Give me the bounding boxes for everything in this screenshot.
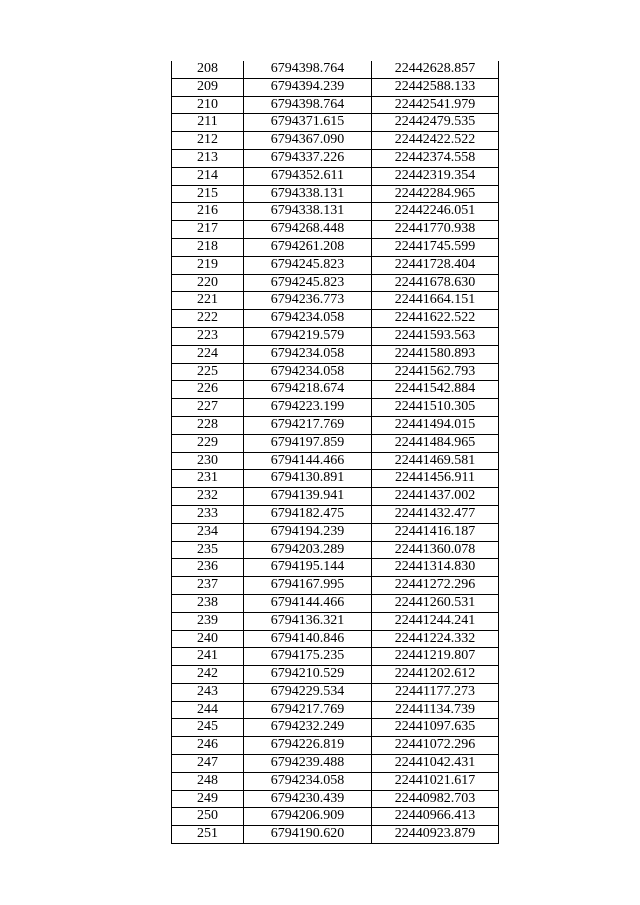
- table-row: [172, 470, 499, 488]
- y-coordinate-cell: 22441219.807: [372, 648, 499, 666]
- x-coordinate-cell: 6794229.534: [244, 683, 372, 701]
- table-row: [172, 541, 499, 559]
- y-coordinate-cell: 22441593.563: [372, 327, 499, 345]
- y-coordinate-cell: 22440923.879: [372, 826, 499, 844]
- x-coordinate-cell: 6794136.321: [244, 612, 372, 630]
- y-coordinate-cell: 22441770.938: [372, 221, 499, 239]
- y-coordinate-cell: 22441562.793: [372, 363, 499, 381]
- y-coordinate-cell: 22441580.893: [372, 345, 499, 363]
- table-row: [172, 399, 499, 417]
- x-coordinate-cell: 6794352.611: [244, 167, 372, 185]
- x-coordinate-cell: 6794226.819: [244, 737, 372, 755]
- y-coordinate-cell: 22441622.522: [372, 310, 499, 328]
- x-coordinate-cell: 6794139.941: [244, 488, 372, 506]
- y-coordinate-cell: 22441510.305: [372, 399, 499, 417]
- x-coordinate-cell: 6794234.058: [244, 345, 372, 363]
- point-number-cell: 215: [172, 185, 244, 203]
- point-number-cell: 219: [172, 256, 244, 274]
- x-coordinate-cell: 6794217.769: [244, 416, 372, 434]
- table-row: [172, 292, 499, 310]
- x-coordinate-cell: 6794261.208: [244, 238, 372, 256]
- table-row: [172, 559, 499, 577]
- y-coordinate-cell: 22441272.296: [372, 577, 499, 595]
- table-row: [172, 434, 499, 452]
- table-row: [172, 523, 499, 541]
- x-coordinate-cell: 6794210.529: [244, 666, 372, 684]
- point-number-cell: 210: [172, 96, 244, 114]
- x-coordinate-cell: 6794218.674: [244, 381, 372, 399]
- x-coordinate-cell: 6794232.249: [244, 719, 372, 737]
- y-coordinate-cell: 22442374.558: [372, 149, 499, 167]
- y-coordinate-cell: 22441494.015: [372, 416, 499, 434]
- point-number-cell: 242: [172, 666, 244, 684]
- table-row: [172, 167, 499, 185]
- point-number-cell: 227: [172, 399, 244, 417]
- y-coordinate-cell: 22441456.911: [372, 470, 499, 488]
- table-row: [172, 327, 499, 345]
- point-number-cell: 211: [172, 114, 244, 132]
- table-row: [172, 808, 499, 826]
- table-row: [172, 666, 499, 684]
- point-number-cell: 243: [172, 683, 244, 701]
- table-row: [172, 577, 499, 595]
- point-number-cell: 216: [172, 203, 244, 221]
- table-row: [172, 274, 499, 292]
- x-coordinate-cell: 6794338.131: [244, 203, 372, 221]
- y-coordinate-cell: 22441314.830: [372, 559, 499, 577]
- table-row: [172, 488, 499, 506]
- x-coordinate-cell: 6794337.226: [244, 149, 372, 167]
- x-coordinate-cell: 6794217.769: [244, 701, 372, 719]
- y-coordinate-cell: 22441021.617: [372, 772, 499, 790]
- point-number-cell: 214: [172, 167, 244, 185]
- point-number-cell: 237: [172, 577, 244, 595]
- table-row: [172, 416, 499, 434]
- y-coordinate-cell: 22440966.413: [372, 808, 499, 826]
- y-coordinate-cell: 22442319.354: [372, 167, 499, 185]
- y-coordinate-cell: 22442628.857: [372, 61, 499, 78]
- x-coordinate-cell: 6794268.448: [244, 221, 372, 239]
- table-row: [172, 648, 499, 666]
- table-row: [172, 452, 499, 470]
- point-number-cell: 248: [172, 772, 244, 790]
- y-coordinate-cell: 22441432.477: [372, 505, 499, 523]
- table-row: [172, 363, 499, 381]
- table-row: [172, 203, 499, 221]
- x-coordinate-cell: 6794398.764: [244, 96, 372, 114]
- table-row: [172, 381, 499, 399]
- y-coordinate-cell: 22441728.404: [372, 256, 499, 274]
- point-number-cell: 233: [172, 505, 244, 523]
- point-number-cell: 220: [172, 274, 244, 292]
- x-coordinate-cell: 6794236.773: [244, 292, 372, 310]
- coordinate-table: [171, 61, 499, 844]
- x-coordinate-cell: 6794367.090: [244, 132, 372, 150]
- y-coordinate-cell: 22441416.187: [372, 523, 499, 541]
- x-coordinate-cell: 6794206.909: [244, 808, 372, 826]
- x-coordinate-cell: 6794130.891: [244, 470, 372, 488]
- point-number-cell: 249: [172, 790, 244, 808]
- point-number-cell: 225: [172, 363, 244, 381]
- x-coordinate-cell: 6794144.466: [244, 594, 372, 612]
- point-number-cell: 231: [172, 470, 244, 488]
- y-coordinate-cell: 22441244.241: [372, 612, 499, 630]
- x-coordinate-cell: 6794245.823: [244, 274, 372, 292]
- point-number-cell: 232: [172, 488, 244, 506]
- table-row: [172, 345, 499, 363]
- y-coordinate-cell: 22441437.002: [372, 488, 499, 506]
- x-coordinate-cell: 6794197.859: [244, 434, 372, 452]
- y-coordinate-cell: 22441745.599: [372, 238, 499, 256]
- point-number-cell: 235: [172, 541, 244, 559]
- x-coordinate-cell: 6794230.439: [244, 790, 372, 808]
- table-row: [172, 790, 499, 808]
- point-number-cell: 209: [172, 78, 244, 96]
- table-row: [172, 755, 499, 773]
- table-row: [172, 256, 499, 274]
- y-coordinate-cell: 22440982.703: [372, 790, 499, 808]
- table-row: [172, 630, 499, 648]
- point-number-cell: 240: [172, 630, 244, 648]
- x-coordinate-cell: 6794203.289: [244, 541, 372, 559]
- point-number-cell: 234: [172, 523, 244, 541]
- y-coordinate-cell: 22441484.965: [372, 434, 499, 452]
- point-number-cell: 245: [172, 719, 244, 737]
- point-number-cell: 247: [172, 755, 244, 773]
- table-row: [172, 61, 499, 78]
- y-coordinate-cell: 22442479.535: [372, 114, 499, 132]
- x-coordinate-cell: 6794234.058: [244, 310, 372, 328]
- x-coordinate-cell: 6794234.058: [244, 363, 372, 381]
- table-row: [172, 132, 499, 150]
- point-number-cell: 251: [172, 826, 244, 844]
- point-number-cell: 228: [172, 416, 244, 434]
- table-row: [172, 238, 499, 256]
- table-row: [172, 310, 499, 328]
- point-number-cell: 244: [172, 701, 244, 719]
- table-row: [172, 701, 499, 719]
- table-row: [172, 78, 499, 96]
- table-row: [172, 96, 499, 114]
- x-coordinate-cell: 6794195.144: [244, 559, 372, 577]
- y-coordinate-cell: 22441260.531: [372, 594, 499, 612]
- point-number-cell: 208: [172, 61, 244, 78]
- table-row: [172, 826, 499, 844]
- point-number-cell: 246: [172, 737, 244, 755]
- point-number-cell: 226: [172, 381, 244, 399]
- y-coordinate-cell: 22442541.979: [372, 96, 499, 114]
- table-row: [172, 719, 499, 737]
- y-coordinate-cell: 22442588.133: [372, 78, 499, 96]
- x-coordinate-cell: 6794190.620: [244, 826, 372, 844]
- x-coordinate-cell: 6794398.764: [244, 61, 372, 78]
- point-number-cell: 218: [172, 238, 244, 256]
- y-coordinate-cell: 22441664.151: [372, 292, 499, 310]
- table-row: [172, 737, 499, 755]
- point-number-cell: 241: [172, 648, 244, 666]
- point-number-cell: 217: [172, 221, 244, 239]
- point-number-cell: 212: [172, 132, 244, 150]
- point-number-cell: 230: [172, 452, 244, 470]
- x-coordinate-cell: 6794182.475: [244, 505, 372, 523]
- y-coordinate-cell: 22441042.431: [372, 755, 499, 773]
- table-row: [172, 221, 499, 239]
- x-coordinate-cell: 6794245.823: [244, 256, 372, 274]
- point-number-cell: 239: [172, 612, 244, 630]
- y-coordinate-cell: 22441097.635: [372, 719, 499, 737]
- x-coordinate-cell: 6794223.199: [244, 399, 372, 417]
- table-row: [172, 185, 499, 203]
- y-coordinate-cell: 22441469.581: [372, 452, 499, 470]
- y-coordinate-cell: 22441224.332: [372, 630, 499, 648]
- y-coordinate-cell: 22441202.612: [372, 666, 499, 684]
- x-coordinate-cell: 6794234.058: [244, 772, 372, 790]
- x-coordinate-cell: 6794219.579: [244, 327, 372, 345]
- point-number-cell: 229: [172, 434, 244, 452]
- table-row: [172, 114, 499, 132]
- x-coordinate-cell: 6794371.615: [244, 114, 372, 132]
- x-coordinate-cell: 6794394.239: [244, 78, 372, 96]
- point-number-cell: 222: [172, 310, 244, 328]
- point-number-cell: 236: [172, 559, 244, 577]
- x-coordinate-cell: 6794175.235: [244, 648, 372, 666]
- table-row: [172, 683, 499, 701]
- y-coordinate-cell: 22442284.965: [372, 185, 499, 203]
- x-coordinate-cell: 6794144.466: [244, 452, 372, 470]
- point-number-cell: 238: [172, 594, 244, 612]
- point-number-cell: 213: [172, 149, 244, 167]
- y-coordinate-cell: 22441177.273: [372, 683, 499, 701]
- y-coordinate-cell: 22441678.630: [372, 274, 499, 292]
- y-coordinate-cell: 22441134.739: [372, 701, 499, 719]
- x-coordinate-cell: 6794140.846: [244, 630, 372, 648]
- table-row: [172, 505, 499, 523]
- x-coordinate-cell: 6794194.239: [244, 523, 372, 541]
- y-coordinate-cell: 22442422.522: [372, 132, 499, 150]
- table-row: [172, 772, 499, 790]
- coordinate-table-body: [172, 61, 499, 844]
- table-row: [172, 594, 499, 612]
- x-coordinate-cell: 6794338.131: [244, 185, 372, 203]
- point-number-cell: 224: [172, 345, 244, 363]
- table-row: [172, 612, 499, 630]
- y-coordinate-cell: 22442246.051: [372, 203, 499, 221]
- y-coordinate-cell: 22441072.296: [372, 737, 499, 755]
- x-coordinate-cell: 6794167.995: [244, 577, 372, 595]
- x-coordinate-cell: 6794239.488: [244, 755, 372, 773]
- point-number-cell: 221: [172, 292, 244, 310]
- point-number-cell: 250: [172, 808, 244, 826]
- y-coordinate-cell: 22441542.884: [372, 381, 499, 399]
- y-coordinate-cell: 22441360.078: [372, 541, 499, 559]
- table-row: [172, 149, 499, 167]
- point-number-cell: 223: [172, 327, 244, 345]
